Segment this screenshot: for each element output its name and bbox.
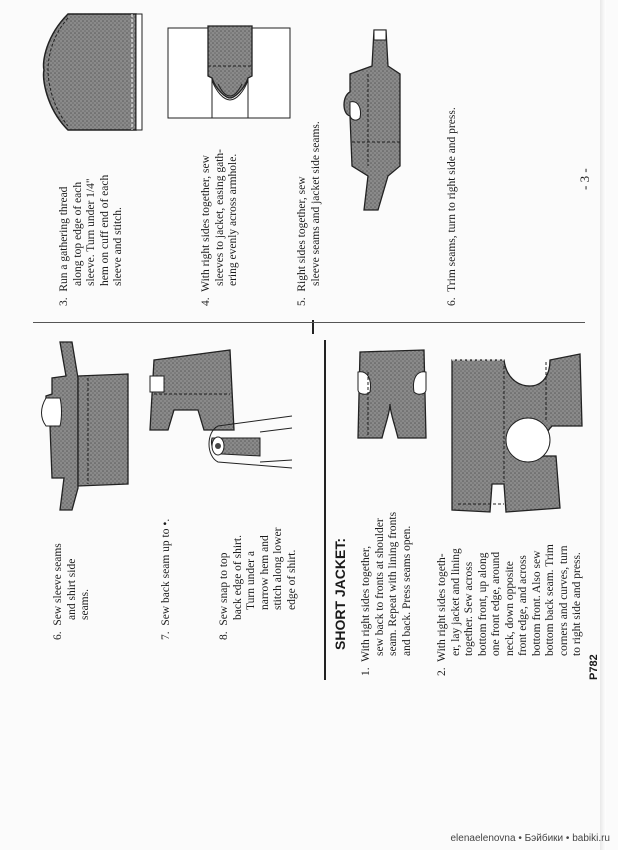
shirt-illustration [38, 338, 134, 514]
short-jacket-rule [324, 340, 326, 680]
step-7-left: 7. Sew back seam up to •. [160, 518, 172, 640]
step-8-left: 8. Sew snap to top back edge of shirt. Turn under a narrow hem and stitch along lower edge of shirt. [218, 527, 298, 640]
watermark: elenaelenovna • Бэйбики • babiki.ru [450, 833, 610, 844]
page-edge [600, 0, 606, 850]
jacket-sewn-illustration [338, 26, 430, 212]
column-divider-long [33, 322, 585, 323]
jacket-sleeves-illustration [164, 18, 294, 126]
pattern-code: P782 [588, 654, 600, 680]
sleeve-illustration [38, 8, 150, 136]
jacket-lining-illustration [446, 336, 586, 514]
step-4-right: 4. With right sides together, sew sleeves to jacket, easing gath- ering evenly across armhole. [200, 149, 239, 306]
shoulder-seam-illustration [350, 342, 434, 446]
step-3-right: 3. Run a gathering thread along top edge of each sleeve. Turn under 1/4" hem on cuff end of each sleeve and stitch. [58, 174, 124, 306]
page-number: - 3 - [577, 168, 592, 190]
short-jacket-heading: SHORT JACKET: [332, 537, 348, 650]
step-6-left: 6. Sew sleeve seams and shirt side seams. [52, 543, 91, 640]
step-2-jacket: 2. With right sides togeth- er, lay jacket and lining together. Sew across bottom front, up along one front edge, around neck, down opposite front edge, and across bottom front. Also sew bottom back seam. Trim corners and curves, turn to right side and press. [436, 544, 583, 676]
step-6-right: 6. Trim seams, turn to right side and press. [446, 107, 458, 306]
step-5-right: 5. Right sides together, sew sleeve seams and jacket side seams. [296, 121, 322, 306]
snap-illustration [200, 412, 294, 490]
step-1-jacket: 1. With right sides together, sew back to fronts at shoulder seam. Repeat with lining fronts and back. Press seams open. [360, 511, 413, 676]
